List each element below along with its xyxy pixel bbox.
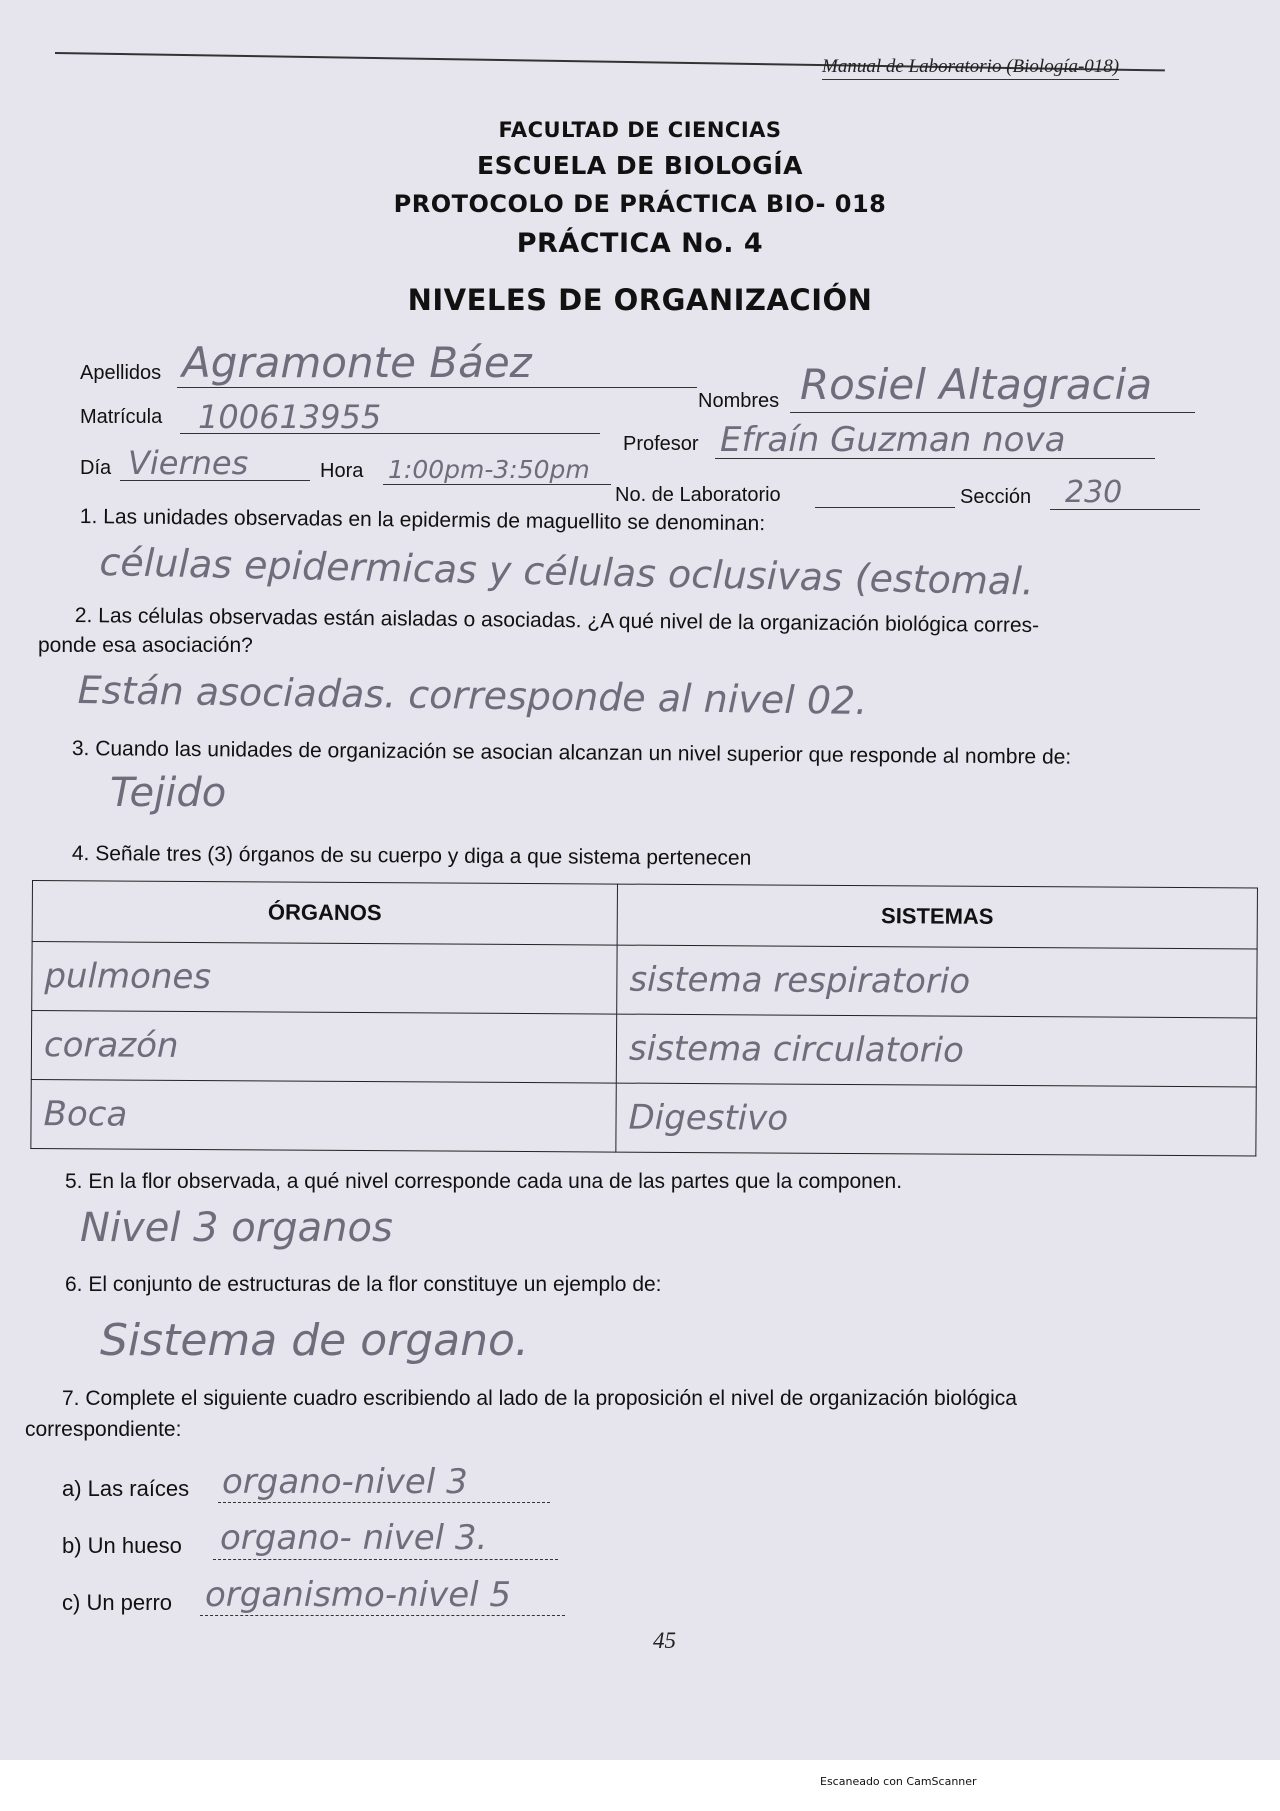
table-header-row bbox=[32, 881, 1257, 949]
item-a-line bbox=[218, 1502, 550, 1503]
question-3: 3. Cuando las unidades de organización se asocian alcanzan un nivel superior que responde al nombre de: bbox=[71, 737, 1072, 769]
organs-table bbox=[30, 880, 1258, 1156]
hora-line bbox=[383, 484, 611, 485]
nombres-field[interactable]: Rosiel Altagracia bbox=[800, 360, 1153, 409]
organ-cell[interactable]: corazón bbox=[43, 1025, 179, 1066]
item-a-label: a) Las raíces bbox=[62, 1476, 190, 1501]
table-row bbox=[31, 1079, 1256, 1155]
system-cell[interactable]: sistema circulatorio bbox=[628, 1028, 964, 1071]
topic-heading: NIVELES DE ORGANIZACIÓN bbox=[407, 283, 873, 317]
profesor-label: Profesor bbox=[623, 433, 699, 455]
organos-header: ÓRGANOS bbox=[32, 881, 617, 946]
hora-field[interactable]: 1:00pm-3:50pm bbox=[388, 455, 590, 484]
table-row bbox=[31, 1011, 1256, 1087]
question-4: 4. Señale tres (3) órganos de su cuerpo y diga a que sistema pertenecen bbox=[71, 842, 752, 870]
item-b-label: b) Un hueso bbox=[62, 1533, 182, 1558]
question-2-line-1: 2. Las células observadas están aisladas o asociadas. ¿A qué nivel de la organización biológica corres- bbox=[74, 604, 1040, 638]
faculty-heading: FACULTAD DE CIENCIAS bbox=[498, 118, 782, 142]
question-5: 5. En la flor observada, a qué nivel corresponde cada una de las partes que la componen. bbox=[65, 1170, 903, 1193]
hora-label: Hora bbox=[320, 460, 364, 482]
system-cell[interactable]: sistema respiratorio bbox=[629, 959, 971, 1002]
page-number: 45 bbox=[653, 1628, 676, 1653]
answer-1[interactable]: células epidermicas y células oclusivas (estomal. bbox=[99, 540, 1035, 604]
question-7-line-1: 7. Complete el siguiente cuadro escribiendo al lado de la proposición el nivel de organización biológica bbox=[62, 1387, 1017, 1410]
matricula-field[interactable]: 100613955 bbox=[198, 398, 382, 436]
item-b-answer[interactable]: organo- nivel 3. bbox=[220, 1518, 488, 1558]
nombres-label: Nombres bbox=[698, 390, 780, 412]
question-7-line-2: correspondiente: bbox=[25, 1418, 182, 1441]
scanner-footer: Escaneado con CamScanner bbox=[820, 1775, 977, 1788]
apellidos-label: Apellidos bbox=[80, 362, 162, 384]
laboratorio-line[interactable] bbox=[815, 507, 955, 508]
item-b-line bbox=[213, 1559, 558, 1560]
manual-title: Manual de Laboratorio (Biología-018) bbox=[822, 56, 1119, 80]
apellidos-field[interactable]: Agramonte Báez bbox=[182, 338, 532, 387]
item-c-answer[interactable]: organismo-nivel 5 bbox=[205, 1575, 512, 1615]
item-a-answer[interactable]: organo-nivel 3 bbox=[222, 1462, 468, 1502]
profesor-field[interactable]: Efraín Guzman nova bbox=[720, 420, 1066, 460]
answer-6[interactable]: Sistema de organo. bbox=[100, 1315, 529, 1366]
apellidos-line bbox=[177, 387, 697, 388]
protocol-heading: PROTOCOLO DE PRÁCTICA BIO- 018 bbox=[393, 190, 887, 218]
laboratorio-label: No. de Laboratorio bbox=[615, 484, 781, 506]
item-c-label: c) Un perro bbox=[62, 1590, 173, 1615]
school-heading: ESCUELA DE BIOLOGÍA bbox=[477, 151, 803, 180]
dia-field[interactable]: Viernes bbox=[128, 444, 249, 482]
practice-heading: PRÁCTICA No. 4 bbox=[516, 228, 764, 259]
seccion-label: Sección bbox=[960, 486, 1032, 508]
organ-cell[interactable]: Boca bbox=[43, 1094, 128, 1135]
item-c-line bbox=[200, 1615, 565, 1616]
question-2-line-2: ponde esa asociación? bbox=[38, 634, 253, 657]
system-cell[interactable]: Digestivo bbox=[628, 1097, 789, 1139]
seccion-field[interactable]: 230 bbox=[1065, 475, 1123, 510]
organ-cell[interactable]: pulmones bbox=[44, 956, 212, 998]
question-6: 6. El conjunto de estructuras de la flor constituye un ejemplo de: bbox=[65, 1273, 662, 1296]
nombres-line bbox=[790, 412, 1195, 413]
answer-5[interactable]: Nivel 3 organos bbox=[80, 1205, 393, 1251]
sistemas-header: SISTEMAS bbox=[617, 884, 1257, 949]
dia-label: Día bbox=[80, 457, 112, 479]
answer-2[interactable]: Están asociadas. corresponde al nivel 02. bbox=[77, 668, 868, 724]
table-row bbox=[32, 942, 1257, 1018]
matricula-label: Matrícula bbox=[80, 406, 163, 428]
question-1: 1. Las unidades observadas en la epidermis de maguellito se denominan: bbox=[79, 505, 766, 536]
answer-3[interactable]: Tejido bbox=[110, 770, 227, 816]
